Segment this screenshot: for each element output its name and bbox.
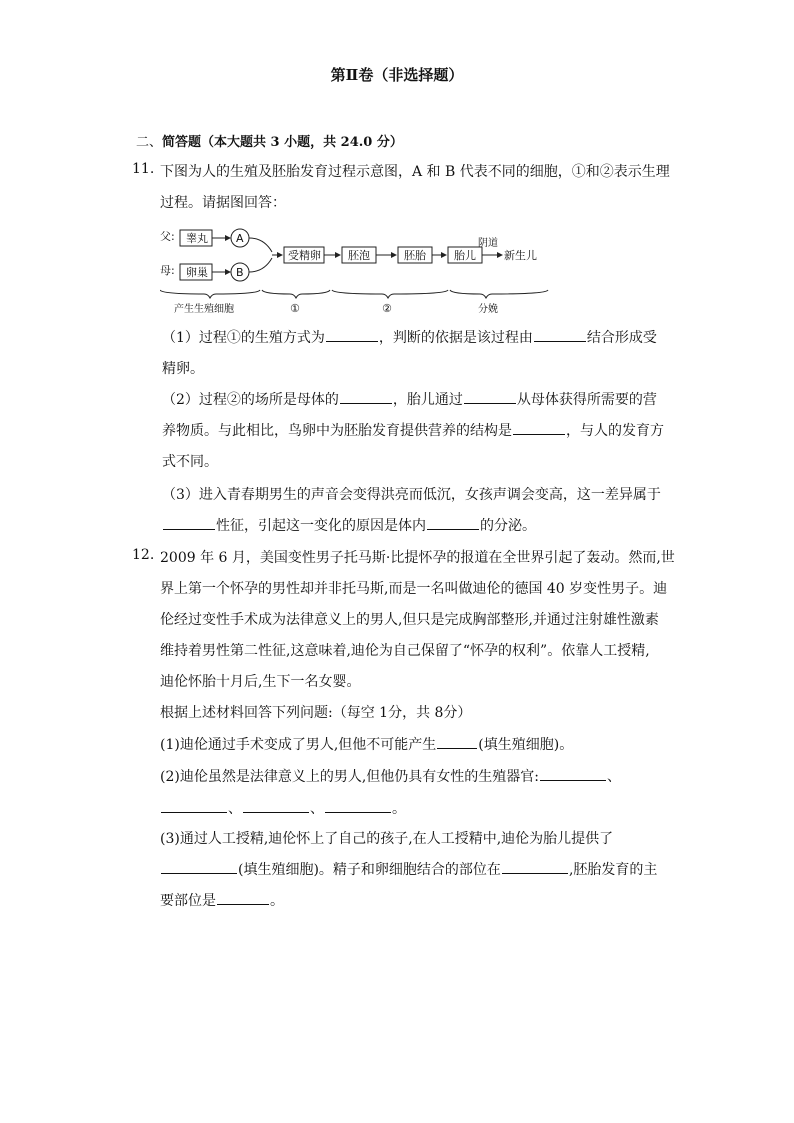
q12-s3-blank1[interactable] [161,859,237,874]
q12-sub2-line1 [160,766,621,786]
q12-sub3-line3 [160,890,284,910]
q12-sub2-line2 [160,798,406,818]
diagram-stage4: 分娩 [478,304,498,315]
diagram-stage1: 产生生殖细胞 [174,304,234,315]
q12-s1-text-b: (填生殖细胞)。 [478,737,574,753]
q12-sub3-line2 [160,859,657,879]
q12-s3-end: 。 [270,893,284,909]
q11-part2-line2 [162,420,664,440]
q11-part3-line2 [162,515,536,535]
q12-sub1 [160,734,573,754]
q12-line3: 伦经过变性手术成为法律意义上的男人,但只是完成胸部整形,并通过注射雄性激素 [160,612,659,628]
question-11-number: 11. [132,161,155,177]
q12-s1-text-a: (1)迪伦通过手术变成了男人,但他不可能产生 [160,737,437,753]
q12-s2-blank2[interactable] [161,798,227,813]
diagram-end: 新生儿 [504,249,537,262]
q11-p1-text-c: 结合形成受 [586,330,657,346]
q12-line4: 维持着男性第二性征,这意味着,迪伦为自己保留了“怀孕的权利”。依靠人工授精, [160,643,650,659]
q11-p1-text-a: （1）过程①的生殖方式为 [162,330,325,346]
diagram-father-box-text: 睾丸 [186,232,208,245]
diagram-path-label: 阴道 [478,238,498,249]
diagram-step4: 胎儿 [454,249,476,262]
q12-line6: 根据上述材料回答下列问题:（每空 1分，共 8分） [160,705,472,721]
q11-p1-text-b: ，判断的依据是该过程由 [378,330,533,346]
q11-p2-blank3[interactable] [513,420,565,435]
section-prefix: 二、 [136,135,163,150]
diagram-mother-label: 母: [160,264,175,277]
q11-p2-blank1[interactable] [340,389,392,404]
section-label: 简答题 [162,135,202,150]
q11-part3-line1: （3）进入青春期男生的声音会变得洪亮而低沉，女孩声调会变高，这一差异属于 [162,487,661,503]
q12-line1: 2009 年 6 月，美国变性男子托马斯·比提怀孕的报道在全世界引起了轰动。然而,世 [160,550,675,566]
q12-s2-blank4[interactable] [325,798,391,813]
diagram-step2: 胚泡 [348,249,370,262]
q11-p2-text-e: ，与人的发育方 [566,423,664,439]
q11-p3-text-b: 性征，引起这一变化的原因是体内 [216,518,426,534]
q11-p2-text-d: 养物质。与此相比，鸟卵中为胚胎发育提供营养的结构是 [162,423,512,439]
reproduction-diagram [160,222,550,316]
q11-part2-line1 [162,389,657,409]
q12-line2: 界上第一个怀孕的男性却并非托马斯,而是一名叫做迪伦的德国 40 岁变性男子。迪 [160,581,668,597]
q12-s3-text-d: 要部位是 [160,893,216,909]
question-12-number: 12. [132,547,155,563]
q11-p2-text-a: （2）过程②的场所是母体的 [162,392,339,408]
q12-s2-sep3: 、 [310,801,324,817]
diagram-step1: 受精卵 [288,249,321,262]
q11-stem-line1: 下图为人的生殖及胚胎发育过程示意图，A 和 B 代表不同的细胞，①和②表示生理 [160,164,670,180]
diagram-stage3: ② [382,302,392,315]
q11-p2-blank2[interactable] [464,389,516,404]
q11-p1-blank2[interactable] [534,327,586,342]
diagram-father-label: 父: [160,230,175,243]
q12-sub3-line1: (3)通过人工授精,迪伦怀上了自己的孩子,在人工授精中,迪伦为胎儿提供了 [160,831,614,847]
q12-s3-text-c: ,胚胎发育的主 [568,862,658,878]
q12-s2-blank3[interactable] [243,798,309,813]
q11-p2-text-c: 从母体获得所需要的营 [516,392,657,408]
q12-s2-end: 。 [392,801,406,817]
section-detail: （本大题共 3 小题，共 24.0 分） [201,135,403,150]
diagram-mother-box-text: 卵巢 [186,266,208,279]
diagram-stage2: ① [290,302,300,315]
q12-s1-blank[interactable] [437,734,477,749]
q12-s2-sep1: 、 [607,769,621,785]
q11-part1-line1 [162,327,657,347]
q11-p3-blank1[interactable] [163,515,215,530]
q11-p3-blank2[interactable] [427,515,479,530]
q12-s2-blank1[interactable] [540,766,606,781]
q12-line5: 迪伦怀胎十月后,生下一名女婴。 [160,674,361,690]
q12-s3-text-b: (填生殖细胞)。精子和卵细胞结合的部位在 [238,862,501,878]
q12-s3-blank2[interactable] [502,859,568,874]
q11-p2-text-b: ，胎儿通过 [392,392,463,408]
diagram-step3: 胚胎 [404,249,426,262]
section-heading [136,131,403,150]
q12-s2-text-a: (2)迪伦虽然是法律意义上的男人,但他仍具有女性的生殖器官: [160,769,539,785]
q11-p1-blank1[interactable] [326,327,378,342]
q11-part2-line3: 式不同。 [162,454,218,470]
q11-stem-line2: 过程。请据图回答： [160,195,286,211]
q12-s3-blank3[interactable] [217,890,269,905]
diagram-cell-b-text: B [236,266,244,279]
diagram-cell-a-text: A [236,232,244,245]
q12-s2-sep2: 、 [228,801,242,817]
q11-p3-text-c: 的分泌。 [480,518,536,534]
q11-part1-line2: 精卵。 [162,361,204,377]
page-title: 第Ⅱ卷（非选择题） [330,66,464,84]
